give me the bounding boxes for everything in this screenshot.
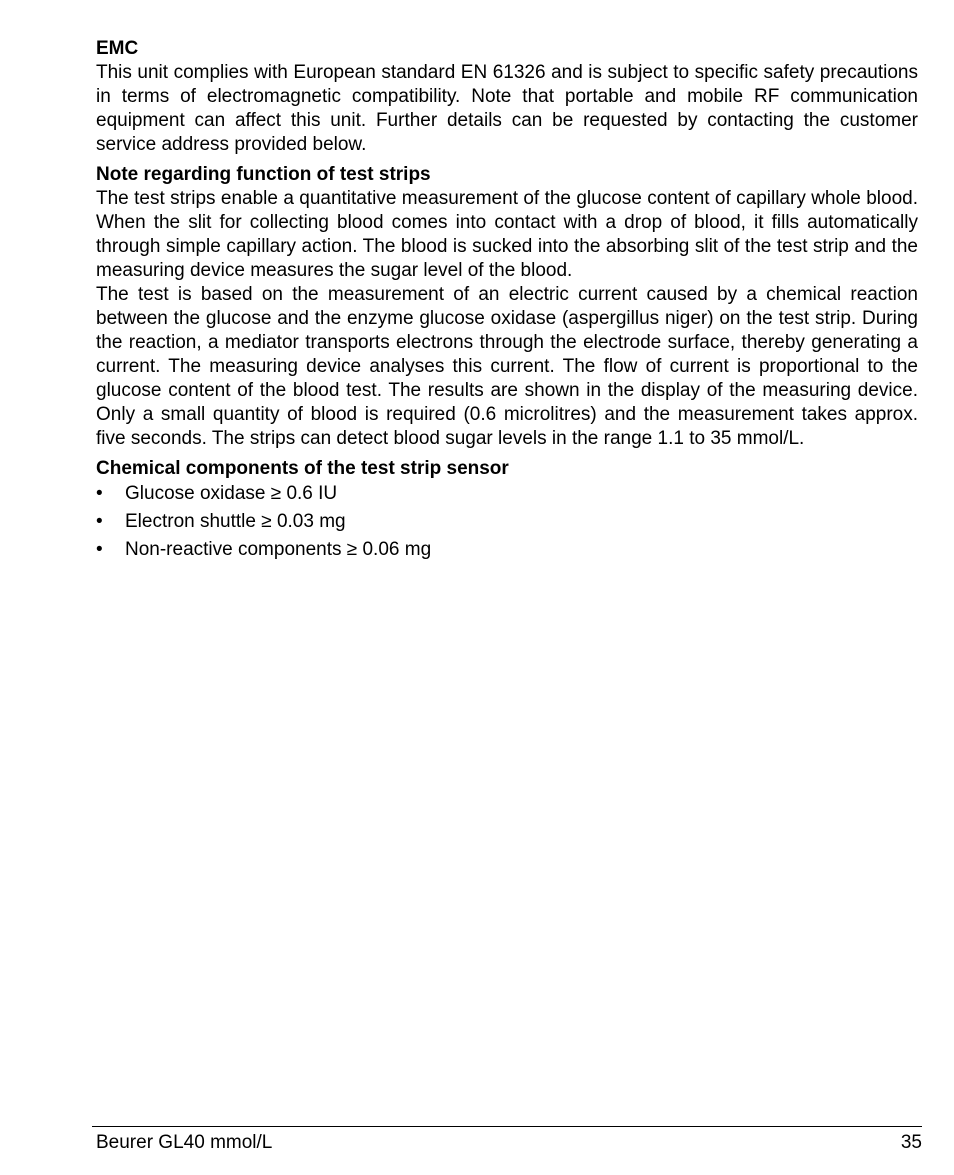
- list-item: [96, 538, 918, 562]
- section-heading-emc: EMC: [96, 38, 139, 59]
- components-list: [96, 482, 918, 562]
- list-item: [96, 482, 918, 506]
- footer-page-number: 35: [900, 1132, 922, 1153]
- list-item-text: Electron shuttle ≥ 0.03 mg: [125, 511, 346, 532]
- section-heading-test-strips: Note regarding function of test strips: [96, 164, 431, 185]
- section-heading-chemical-components: Chemical components of the test strip sensor: [96, 458, 509, 479]
- test-strips-paragraph-1: The test strips enable a quantitative measurement of the glucose content of capillary whole blood. When the slit for collecting blood comes into contact with a drop of blood, it fills automatically through simple capillary action. The blood is sucked into the absorbing slit of the test strip and the measuring device measures the sugar level of the blood.: [96, 188, 918, 281]
- emc-paragraph: This unit complies with European standard EN 61326 and is subject to specific safety precautions in terms of electromagnetic compatibility. Note that portable and mobile RF communication equipment can affect this unit. Further details can be requested by contacting the customer service address provided below.: [96, 62, 918, 155]
- footer-product-name: Beurer GL40 mmol/L: [96, 1132, 273, 1153]
- list-item-text: Non-reactive components ≥ 0.06 mg: [125, 539, 432, 560]
- list-item-text: Glucose oxidase ≥ 0.6 IU: [125, 483, 338, 504]
- page-content: [96, 37, 918, 566]
- list-item: [96, 510, 918, 534]
- page-footer: [92, 1126, 922, 1153]
- bullet-icon: •: [96, 539, 103, 560]
- bullet-icon: •: [96, 483, 103, 504]
- bullet-icon: •: [96, 511, 103, 532]
- test-strips-paragraph-2: The test is based on the measurement of an electric current caused by a chemical reaction between the glucose and the enzyme glucose oxidase (aspergillus niger) on the test strip. During the reaction, a mediator transports electrons through the electrode surface, thereby generating a current. The measuring device analyses this current. The flow of current is proportional to the glucose content of the blood test. The results are shown in the display of the measuring device. Only a small quantity of blood is required (0.6 microlitres) and the measurement takes approx. five seconds. The strips can detect blood sugar levels in the range 1.1 to 35 mmol/L.: [96, 284, 918, 449]
